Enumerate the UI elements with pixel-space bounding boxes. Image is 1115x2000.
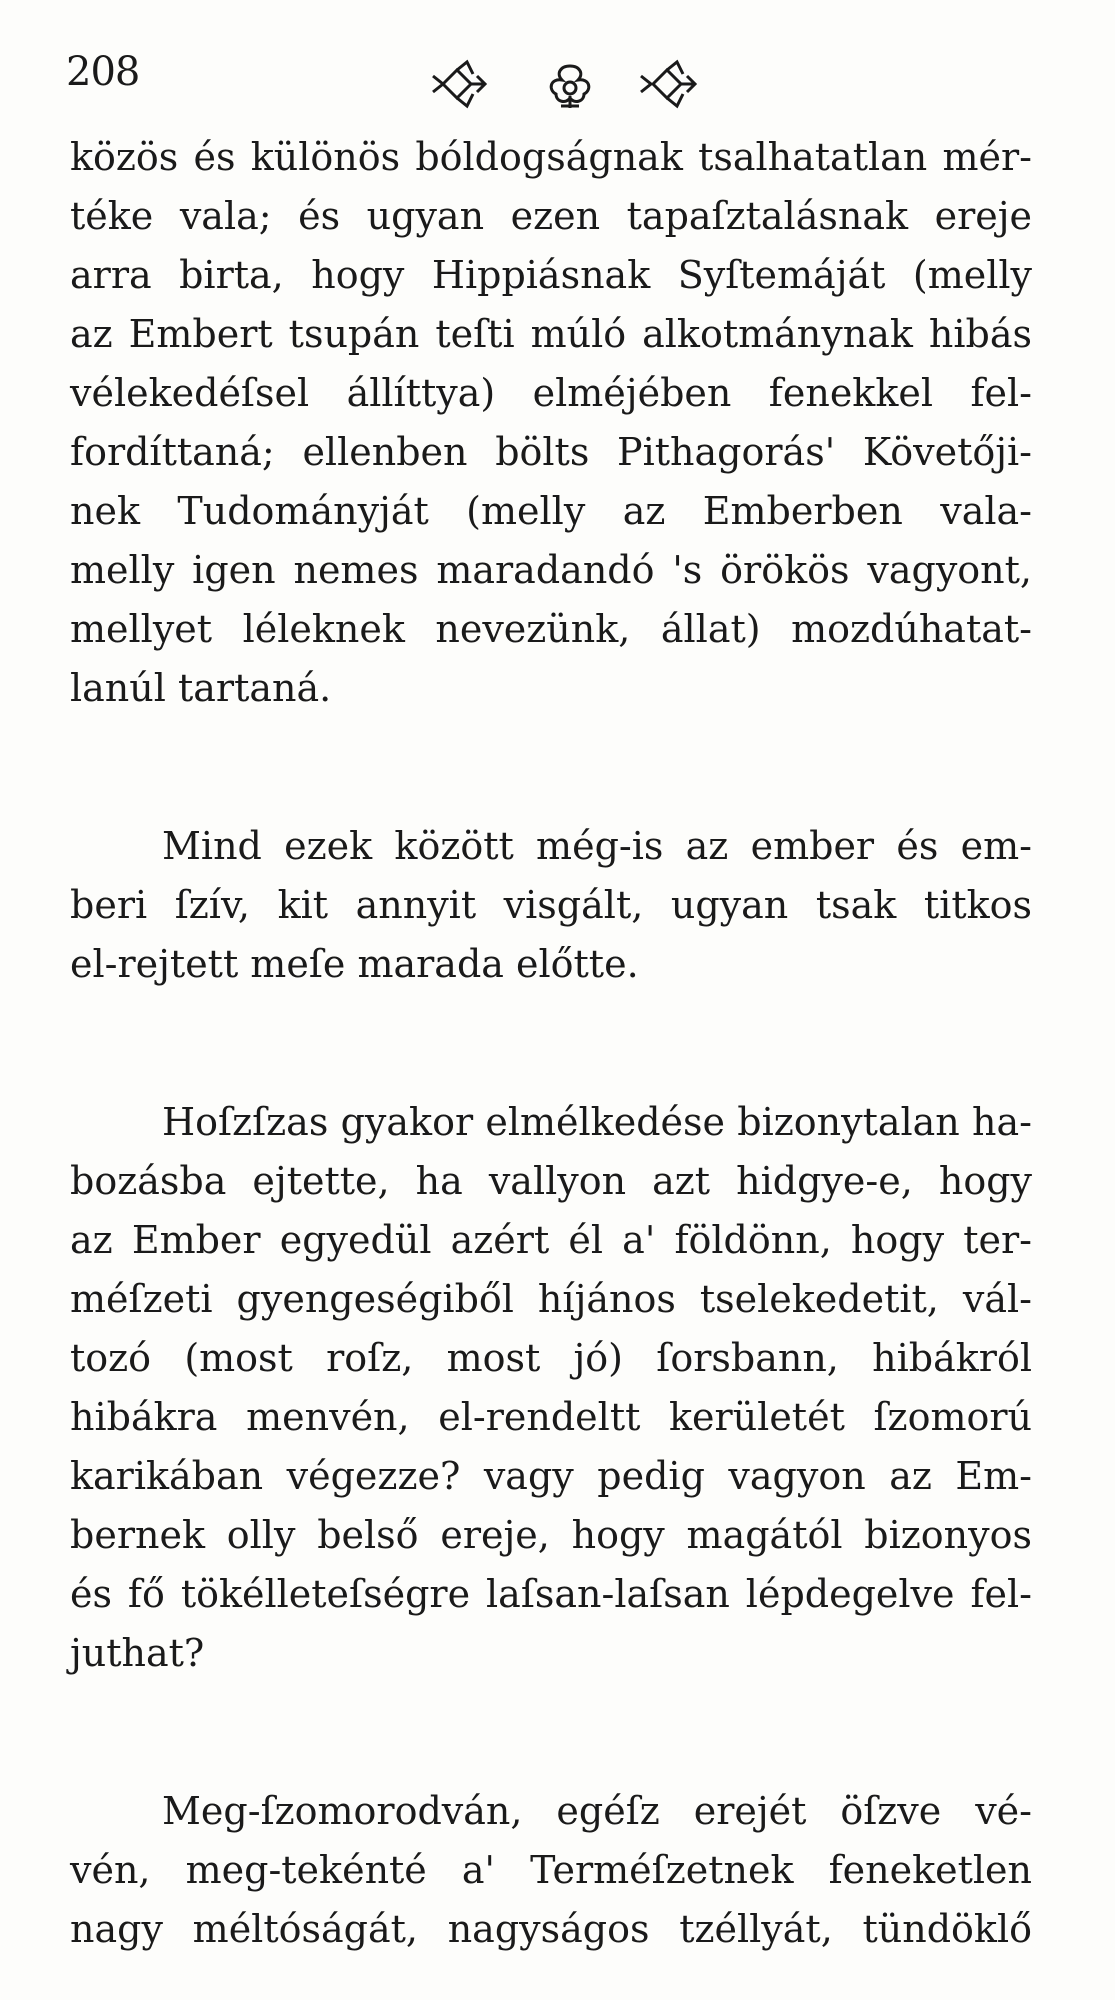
text-line: téke vala; és ugyan ezen tapaſztalásnak ereje — [70, 194, 1032, 238]
text-line: juthat? — [70, 1631, 205, 1675]
text-line: mellyet léleknek nevezünk, állat) mozdúhatat- — [70, 607, 1032, 651]
text-line: vén, meg-tekénté a' Terméſzetnek feneketlen — [70, 1848, 1032, 1892]
text-line: nek Tudományját (melly az Emberben vala- — [70, 489, 1032, 533]
text-line: Mind ezek között még-is az ember és em- — [162, 824, 1032, 868]
text-line: Hoſzſzas gyakor elmélkedése bizonytalan ha- — [162, 1100, 1032, 1144]
paragraph-4 — [70, 1782, 1032, 1959]
text-line: lanúl tartaná. — [70, 666, 332, 710]
text-line: karikában végezze? vagy pedig vagyon az Em- — [70, 1454, 1032, 1498]
ornament-floral-divider-icon — [425, 56, 715, 112]
text-line: el-rejtett meſe marada előtte. — [70, 942, 639, 986]
paragraph-3 — [70, 1093, 1032, 1683]
text-line: méſzeti gyengeségiből híjános tselekedetit, vál- — [70, 1277, 1032, 1321]
text-line: hibákra menvén, el-rendeltt kerületét ſzomorú — [70, 1395, 1032, 1439]
text-line: tozó (most roſz, most jó) ſorsbann, hibákról — [70, 1336, 1032, 1380]
text-line: beri ſzív, kit annyit visgált, ugyan tsak titkos — [70, 883, 1032, 927]
text-line: Meg-ſzomorodván, egéſz erejét öſzve vé- — [162, 1789, 1032, 1833]
text-line: melly igen nemes maradandó 's örökös vagyont, — [70, 548, 1032, 592]
text-line: az Embert tsupán teſti múló alkotmánynak hibás — [70, 312, 1032, 356]
paragraph-1 — [70, 128, 1032, 718]
text-line: fordíttaná; ellenben bölts Pithagorás' Követőji- — [70, 430, 1032, 474]
text-line: közös és különös bóldogságnak tsalhatatlan mér- — [70, 135, 1032, 179]
text-line: bernek olly belső ereje, hogy magától bizonyos — [70, 1513, 1032, 1557]
text-line: nagy méltóságát, nagyságos tzéllyát, tündöklő — [70, 1907, 1032, 1951]
text-line: és fő tökélleteſségre laſsan-laſsan lépdegelve fel- — [70, 1572, 1032, 1616]
text-line: az Ember egyedül azért él a' földönn, hogy ter- — [70, 1218, 1032, 1262]
body-text — [70, 128, 1032, 1959]
text-line: arra birta, hogy Hippiásnak Syſtemáját (melly — [70, 253, 1032, 297]
text-line: vélekedéſsel állíttya) elméjében fenekkel fel- — [70, 371, 1032, 415]
text-line: bozásba ejtette, ha vallyon azt hidgye-e, hogy — [70, 1159, 1032, 1203]
page-number: 208 — [66, 49, 140, 95]
paragraph-2 — [70, 817, 1032, 994]
